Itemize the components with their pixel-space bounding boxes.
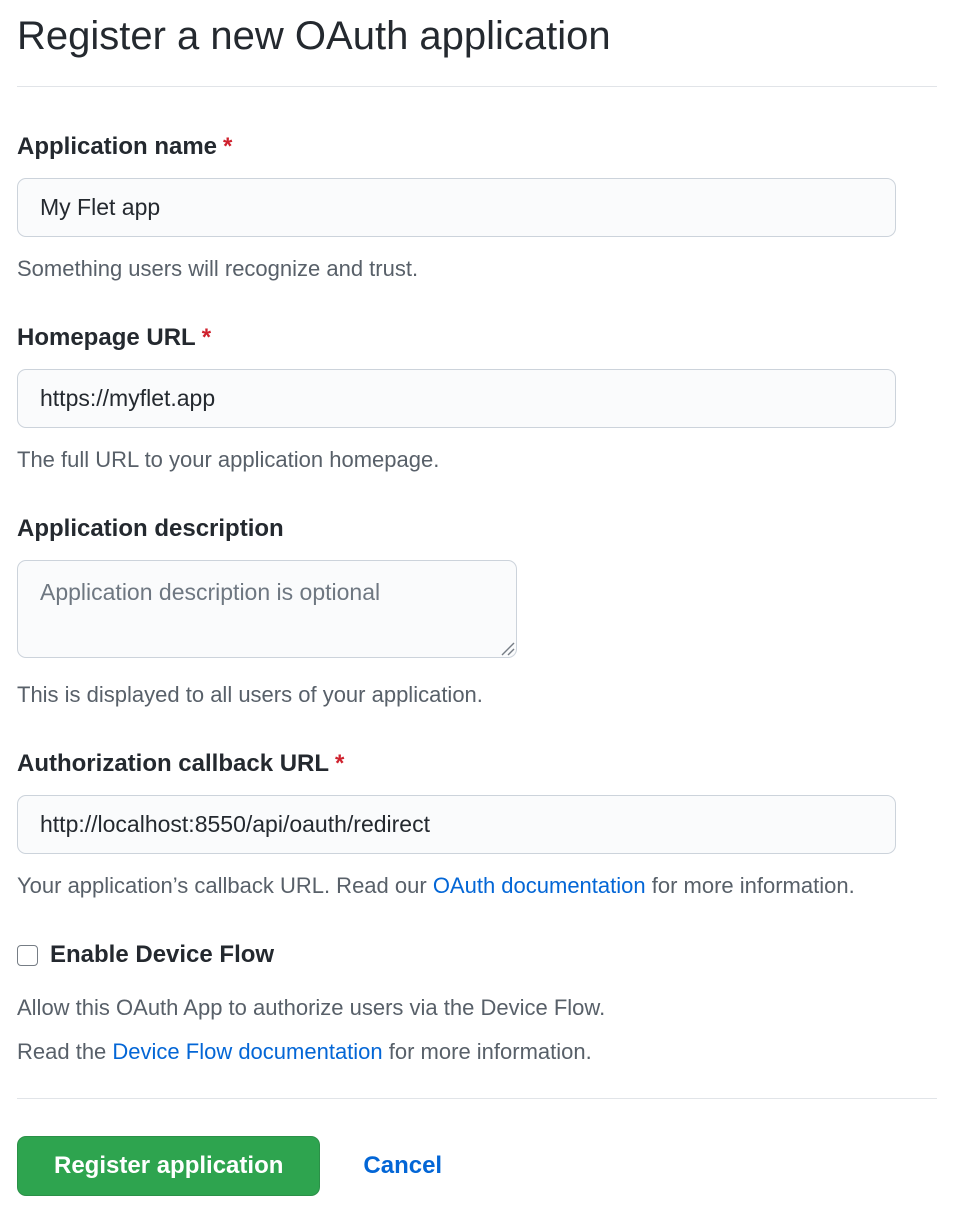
- required-asterisk: *: [335, 750, 345, 777]
- homepage-url-help: The full URL to your application homepage.: [17, 447, 440, 472]
- device-flow-documentation-link[interactable]: Device Flow documentation: [112, 1039, 383, 1064]
- application-name-help: Something users will recognize and trust.: [17, 256, 419, 281]
- application-name-label-text: Application name: [17, 133, 218, 160]
- oauth-documentation-link[interactable]: OAuth documentation: [432, 873, 646, 898]
- device-flow-row: [17, 940, 937, 970]
- cancel-link[interactable]: Cancel: [363, 1152, 443, 1179]
- device-flow-note-1: Allow this OAuth App to authorize users via the Device Flow.: [17, 995, 606, 1020]
- application-description-label: [17, 514, 937, 544]
- device-flow-group: [17, 940, 937, 1066]
- device-flow-note-2: [17, 1038, 937, 1066]
- actions-row: [17, 1136, 937, 1196]
- callback-url-label: [17, 749, 937, 779]
- required-asterisk: *: [223, 133, 233, 160]
- callback-url-group: [17, 749, 937, 900]
- actions-divider: [17, 1098, 937, 1099]
- oauth-app-form: [17, 132, 937, 1196]
- register-application-button[interactable]: Register application: [17, 1136, 320, 1196]
- homepage-url-group: [17, 323, 937, 474]
- application-description-label-text: Application description: [17, 515, 284, 542]
- application-description-textarea[interactable]: [17, 560, 517, 658]
- callback-url-label-text: Authorization callback URL: [17, 750, 330, 777]
- page-title: Register a new OAuth application: [17, 10, 937, 87]
- callback-url-help: [17, 872, 937, 900]
- callback-url-help-prefix: Your application’s callback URL. Read our: [17, 873, 433, 898]
- enable-device-flow-label[interactable]: Enable Device Flow: [50, 941, 275, 968]
- application-name-group: [17, 132, 937, 283]
- application-description-wrap: [17, 560, 517, 658]
- device-flow-note-2-suffix: for more information.: [382, 1039, 592, 1064]
- device-flow-note-2-prefix: Read the: [17, 1039, 113, 1064]
- homepage-url-label: [17, 323, 937, 353]
- homepage-url-input[interactable]: [17, 369, 896, 428]
- application-description-help: This is displayed to all users of your application.: [17, 682, 483, 707]
- required-asterisk: *: [201, 324, 212, 351]
- callback-url-help-suffix: for more information.: [645, 873, 855, 898]
- enable-device-flow-checkbox[interactable]: [17, 945, 38, 966]
- homepage-url-label-text: Homepage URL: [17, 324, 196, 351]
- application-name-label: [17, 132, 937, 162]
- application-description-group: [17, 514, 937, 709]
- application-name-input[interactable]: [17, 178, 896, 237]
- callback-url-input[interactable]: [17, 795, 896, 854]
